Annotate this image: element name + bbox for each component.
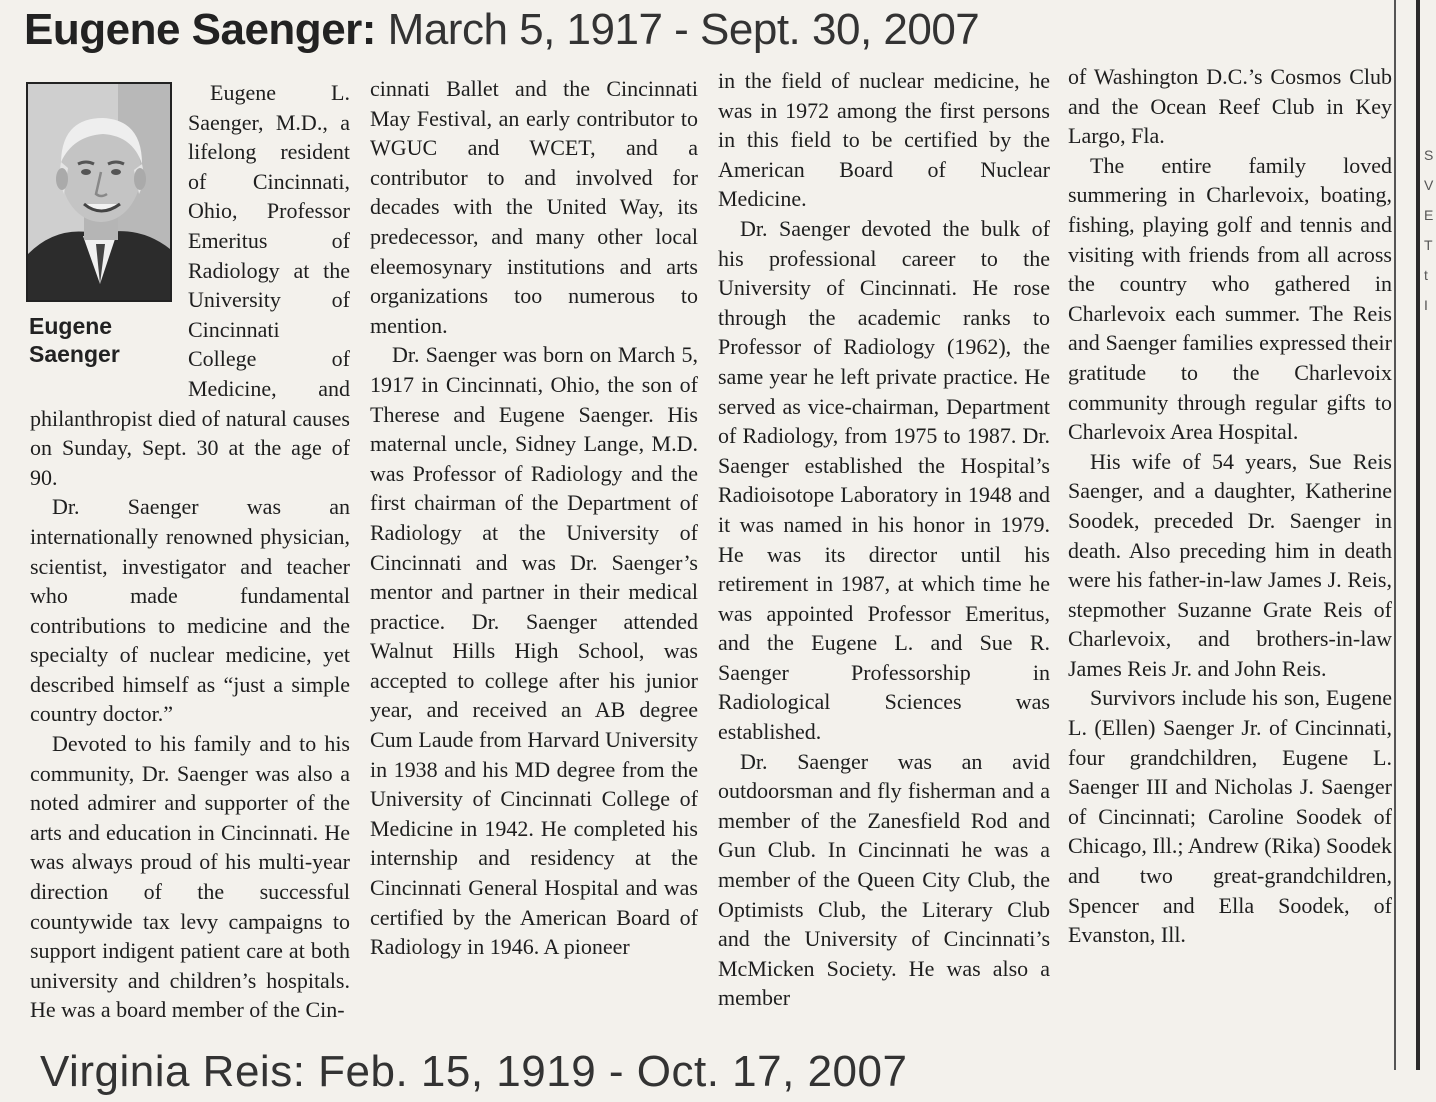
- paragraph: of Washington D.C.’s Cosmos Club and the Ocean Reef Club in Key Largo, Fla.: [1068, 64, 1392, 149]
- edge-letter: I: [1424, 297, 1428, 313]
- paragraph: Dr. Saenger was an internationally renowned physician, scientist, investigator and teacher who made fundamental contributions to medicine and the specialty of nuclear medicine, yet described himself as “just a simple country doctor.”: [30, 494, 350, 727]
- edge-letter: t: [1424, 267, 1428, 283]
- headline-dates: March 5, 1917 - Sept. 30, 2007: [375, 5, 980, 54]
- paragraph: Dr. Saenger was an avid outdoorsman and fly fisherman and a member of the Zanesfield Rod and Gun Club. In Cincinnati he was a member of the Queen City Club, the Optimists Club, the Literary Club and the University of Cincinnati’s McMicken Society. He was also a member: [718, 748, 1050, 1011]
- article-column-1: [30, 78, 350, 1048]
- paragraph: His wife of 54 years, Sue Reis Saenger, and a daughter, Katherine Soodek, preceded Dr. Saenger in death. Also preceding him in death were his father-in-law James J. Reis, stepmother Suzanne Grate Reis of Charlevoix, and brothers-in-law James Reis Jr. and John Reis.: [1068, 448, 1392, 681]
- paragraph: Dr. Saenger devoted the bulk of his professional career to the University of Cincinnati. He rose through the academic ranks to Professor of Radiology (1962), the same year he left private practice. He served as vice-chairman, Department of Radiology, from 1975 to 1987. Dr. Saenger established the Hospital’s Radioisotope Laboratory in 1948 and it was named in his honor in 1979. He was its director until his retirement in 1987, at which time he was appointed Professor Emeritus, and the Eugene L. and Sue R. Saenger Professorship in Radiological Sciences was established.: [718, 215, 1050, 745]
- edge-letter: E: [1424, 207, 1434, 223]
- caption-line: Saenger: [29, 341, 120, 367]
- headline: [24, 0, 979, 60]
- edge-letter: T: [1424, 237, 1433, 253]
- paragraph: Eugene L. Saenger, M.D., a lifelong resident of Cincinnati, Ohio, Professor Emeritus of Radiology at the University of Cincinnati College of Medicine, and philanthropist died of natural causes on Sunday, Sept. 30 at the age of 90.: [30, 80, 350, 490]
- paragraph: Devoted to his family and to his community, Dr. Saenger was also a noted admirer and supporter of the arts and education in Cincinnati. He was always proud of his multi-year direction of the successful countywide tax levy campaigns to support indigent patient care at both university and children’s hospitals. He was a board member of the Cin-: [30, 731, 350, 1023]
- edge-letter: S: [1424, 147, 1434, 163]
- caption-line: Eugene: [29, 313, 113, 339]
- photo-spacer: [30, 78, 188, 378]
- next-article-headline: Virginia Reis: Feb. 15, 1919 - Oct. 17, 2007: [40, 1047, 908, 1096]
- paragraph: in the field of nuclear medicine, he was in 1972 among the first persons in this field to be certified by the American Board of Nuclear Medicine.: [718, 68, 1050, 212]
- paragraph: The entire family loved summering in Charlevoix, boating, fishing, playing golf and tennis and visiting with friends from all across the country who gathered in Charlevoix each summer. The Reis and Saenger families expressed their gratitude to the Charlevoix community through regular gifts to Charlevoix Area Hospital.: [1068, 152, 1392, 445]
- article-column-2: [370, 74, 698, 1044]
- article-column-3: [718, 66, 1050, 1036]
- headline-name: Eugene Saenger:: [24, 5, 376, 54]
- paragraph: cinnati Ballet and the Cincinnati May Festival, an early contributor to WGUC and WCET, and a contributor to and involved for decades with the United Way, its predecessor, and many other local eleemosynary institutions and arts organizations too numerous to mention.: [370, 76, 698, 338]
- page-edge-rule: [1416, 0, 1420, 1070]
- column-rule: [1394, 0, 1396, 1070]
- adjacent-column-fragment: [1424, 140, 1436, 440]
- article-column-4: [1068, 62, 1392, 1032]
- paragraph: Dr. Saenger was born on March 5, 1917 in Cincinnati, Ohio, the son of Therese and Eugene Saenger. His maternal uncle, Sidney Lange, M.D. was Professor of Radiology and the first chairman of the Department of Radiology at the University of Cincinnati and was Dr. Saenger’s mentor and partner in their medical practice. Dr. Saenger attended Walnut Hills High School, was accepted to college after his junior year, and received an AB degree Cum Laude from Harvard University in 1938 and his MD degree from the University of Cincinnati College of Medicine in 1942. He completed his internship and residency at the Cincinnati General Hospital and was certified by the American Board of Radiology in 1946. A pioneer: [370, 342, 698, 960]
- edge-letter: V: [1424, 177, 1434, 193]
- paragraph: Survivors include his son, Eugene L. (Ellen) Saenger Jr. of Cincinnati, four grandchildren, Eugene L. Saenger III and Nicholas J. Saenger of Cincinnati; Caroline Soodek of Chicago, Ill.; Andrew (Rika) Soodek and two great-grandchildren, Spencer and Ella Soodek, of Evanston, Ill.: [1068, 685, 1392, 948]
